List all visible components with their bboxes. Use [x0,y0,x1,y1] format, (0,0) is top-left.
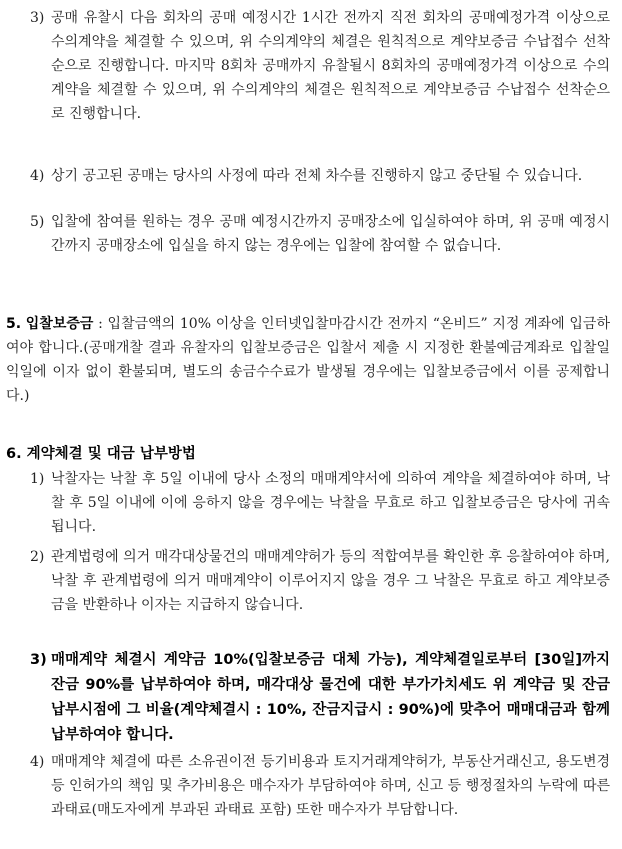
item-number: 1) [30,471,45,487]
item-number: 3) [30,652,47,668]
section-text: : 입찰금액의 10% 이상을 인터넷입찰마감시간 전까지 “온비드” 지정 계좌에 입금하여야 합니다.(공매개찰 결과 유찰자의 입찰보증금은 입찰서 제출 시 지정한 환불예금계좌로 입찰일 익일에 이자 없이 환불되며, 별도의 송금수수료가 발생될 경우에는 입찰보증금에서 이를 공제합니다.) [6,316,610,404]
item-number: 4) [30,754,45,770]
list-item [30,467,610,539]
section-title: 입찰보증금 [25,316,94,332]
item-text: 공매 유찰시 다음 회차의 공매 예정시간 1시간 전까지 직전 회차의 공매예정가격 이상으로 수의계약을 체결할 수 있으며, 위 수의계약의 체결은 원칙적으로 계약보증금 수납접수 선착순으로 진행합니다. 마지막 8회차 공매까지 유찰될시 8회차의 공매예정가격 이상으로 수의계약을 체결할 수 있으며, 위 수의계약의 체결은 원칙적으로 계약보증금 수납접수 선착순으로 진행합니다. [51,10,610,122]
item-number: 4) [30,168,45,184]
section-number: 5. [6,316,22,332]
item-text: 낙찰자는 낙찰 후 5일 이내에 당사 소정의 매매계약서에 의하여 계약을 체결하여야 하며, 낙찰 후 5일 이내에 이에 응하지 않을 경우에는 낙찰을 무효로 하고 입찰보증금은 당사에 귀속됩니다. [51,471,610,535]
list-item [30,545,610,617]
item-number: 2) [30,549,45,565]
section-deposit [6,312,610,408]
item-text: 관계법령에 의거 매각대상물건의 매매계약허가 등의 적합여부를 확인한 후 응찰하여야 하며, 낙찰 후 관계법령에 의거 매매계약이 이루어지지 않을 경우 그 낙찰은 무효로 하고 계약보증금을 반환하나 이자는 지급하지 않습니다. [51,549,610,613]
list-item-emphasized [30,648,610,748]
item-text: 상기 공고된 공매는 당사의 사정에 따라 전체 차수를 진행하지 않고 중단될 수 있습니다. [51,168,583,184]
item-number: 5) [30,214,45,230]
section-paragraph [6,312,610,408]
item-text: 매매계약 체결시 계약금 10%(입찰보증금 대체 가능), 계약체결일로부터 [30일]까지 잔금 90%를 납부하여야 하며, 매각대상 물건에 대한 부가가치세도 위 계약금 및 잔금 납부시점에 그 비율(계약체결시 : 10%, 잔금지급시 : 90%)에 맞추어 매매대금과 함께 납부하여야 합니다. [51,652,610,743]
section-heading: 6. 계약체결 및 대금 납부방법 [6,446,196,462]
list-item [30,210,610,258]
list-item [30,750,610,822]
list-item [30,6,610,126]
item-text: 입찰에 참여를 원하는 경우 공매 예정시간까지 공매장소에 입실하여야 하며, 위 공매 예정시간까지 공매장소에 입실을 하지 않는 경우에는 입찰에 참여할 수 없습니다. [51,214,610,254]
item-number: 3) [30,10,45,26]
item-text: 매매계약 체결에 따른 소유권이전 등기비용과 토지거래계약허가, 부동산거래신고, 용도변경 등 인허가의 책임 및 추가비용은 매수자가 부담하여야 하며, 신고 등 행정절차의 누락에 따른 과태료(매도자에게 부과된 과태료 포함) 또한 매수자가 부담합니다. [51,754,610,818]
list-item [30,164,610,188]
